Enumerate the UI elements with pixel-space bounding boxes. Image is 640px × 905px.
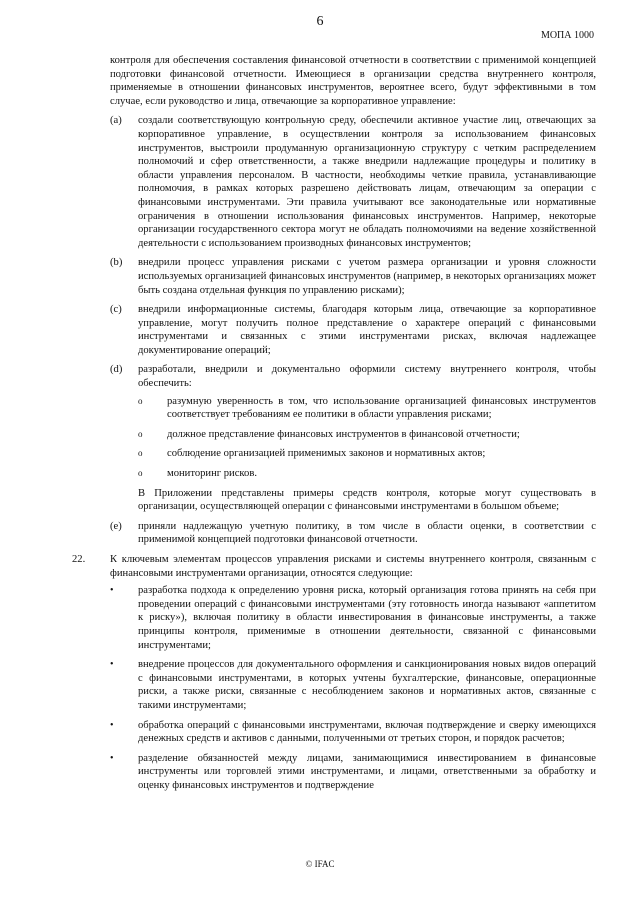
bullet-icon: • bbox=[110, 719, 114, 731]
sub-list-item bbox=[138, 428, 596, 442]
bullet-icon: • bbox=[110, 752, 114, 764]
bullet-text: разделение обязанностей между лицами, занимающимися инвестированием в финансовые инструменты или торговлей этими инструментами, и лицами, ответственными за обработку и оценку финансовых инструментов и подтверждение bbox=[138, 752, 596, 791]
appendix-note: В Приложении представлены примеры средств контроля, которые могут существовать в организации, осуществляющей операции с финансовыми инструментами в большом объеме; bbox=[138, 487, 596, 513]
paragraph-22 bbox=[72, 553, 596, 580]
intro-paragraph: контроля для обеспечения составления финансовой отчетности в соответствии с применимой концепцией подготовки финансовой отчетности. Имеющиеся в организации средства внутреннего контроля, применяемые в отношении финансовых инструментов, вероятнее всего, будут эффективными в том случае, если руководство и лица, отвечающие за корпоративное управление: bbox=[110, 55, 596, 107]
circle-bullet-icon: o bbox=[138, 428, 143, 439]
bullet-list-item bbox=[110, 719, 596, 746]
bullet-text: внедрение процессов для документального оформления и санкционирования новых видов операций с финансовыми инструментами, в которых учтены бухгалтерские, финансовые, операционные риски, а также риски, связанные с несоблюдением законов и нормативных актов, связанные с такими инструментами; bbox=[138, 659, 596, 711]
list-item-d bbox=[110, 363, 596, 513]
sub-item-text: должное представление финансовых инструментов в финансовой отчетности; bbox=[167, 428, 520, 440]
bullet-icon: • bbox=[110, 659, 114, 671]
sub-list-item bbox=[138, 447, 596, 461]
bullet-list-item bbox=[110, 584, 596, 652]
document-code: МОПА 1000 bbox=[540, 30, 594, 41]
sub-item-text: разумную уверенность в том, что использование организацией финансовых инструментов соответствует требованиям ее политики в области управления рисками; bbox=[167, 395, 596, 421]
circle-bullet-icon: o bbox=[138, 395, 143, 406]
list-marker: (e) bbox=[110, 520, 122, 532]
bullet-text: разработка подхода к определению уровня риска, который организация готова принять на себя при проведении операций с финансовыми инструментами (эту готовность иногда называют «аппетитом к риску»), включая политику в области инвестирования в финансовые инструменты, а также принципы контроля, применимые в отношении деятельности, связанной с финансовыми инструментами; bbox=[138, 585, 596, 651]
sub-item-text: мониторинг рисков. bbox=[167, 468, 257, 480]
paragraph-text: К ключевым элементам процессов управления рисками и системы внутреннего контроля, связанным с финансовыми инструментами организации, относятся следующие: bbox=[110, 554, 596, 579]
sub-list-item bbox=[138, 395, 596, 422]
list-item-c bbox=[110, 303, 596, 357]
copyright-footer: © IFAC bbox=[305, 859, 335, 869]
list-item-e bbox=[110, 520, 596, 547]
list-item-text: разработали, внедрили и документально оформили систему внутреннего контроля, чтобы обеспечить: bbox=[138, 364, 596, 390]
list-item-text: приняли надлежащую учетную политику, в том числе в области оценки, в соответствии с применимой концепцией подготовки финансовой отчетности. bbox=[138, 520, 596, 546]
page-body bbox=[72, 54, 596, 799]
bullet-list-item bbox=[110, 658, 596, 712]
list-marker: (d) bbox=[110, 364, 123, 376]
paragraph-number: 22. bbox=[72, 554, 86, 565]
bullet-icon: • bbox=[110, 585, 114, 597]
sub-list-item bbox=[138, 467, 596, 481]
list-marker: (c) bbox=[110, 304, 122, 316]
list-marker: (a) bbox=[110, 115, 122, 127]
sub-item-text: соблюдение организацией применимых законов и нормативных актов; bbox=[167, 448, 486, 460]
list-item-a bbox=[110, 114, 596, 250]
list-item-text: внедрили информационные системы, благодаря которым лица, отвечающие за корпоративное управление, могут получить полное представление о характере операций с финансовыми инструментами и связанных с этими инструментами рисках, включая надлежащее документирование операций; bbox=[138, 304, 596, 356]
circle-bullet-icon: o bbox=[138, 448, 143, 459]
page-number: 6 bbox=[316, 14, 324, 29]
list-item-text: создали соответствующую контрольную среду, обеспечили активное участие лиц, отвечающих за корпоративное управление, в осуществлении контроля за использованием финансовых инструментов, выстроили продуманную организационную структуру с четким распределением полномочий и сфер ответственности, а также внедрили надлежащие процедуры и политику в области управления персоналом. В частности, необходимы четкие правила, устанавливающие полномочия, в рамках которых разрешено действовать лицам, отвечающим за операции с финансовыми инструментами. Эти правила учитывают все законодательные или нормативные ограничения в отношении использования финансовых инструментов. Например, некоторые организации государственного сектора могут не обладать полномочиями на ведение хозяйственной деятельности с использованием производных финансовых инструментов; bbox=[138, 115, 596, 249]
circle-bullet-icon: o bbox=[138, 468, 143, 479]
list-item-b bbox=[110, 256, 596, 297]
sub-list bbox=[138, 395, 596, 481]
bullet-list-item bbox=[110, 752, 596, 793]
list-item-text: внедрили процесс управления рисками с учетом размера организации и уровня сложности используемых организацией финансовых инструментов (например, в некоторых организациях может быть создана отдельная функция по управлению рисками); bbox=[138, 257, 596, 296]
list-marker: (b) bbox=[110, 257, 123, 269]
bullet-text: обработка операций с финансовыми инструментами, включая подтверждение и сверку имеющихся денежных средств и активов с данными, полученными от третьих сторон, и порядок расчетов; bbox=[138, 719, 596, 745]
list-item-d-body bbox=[138, 363, 596, 513]
